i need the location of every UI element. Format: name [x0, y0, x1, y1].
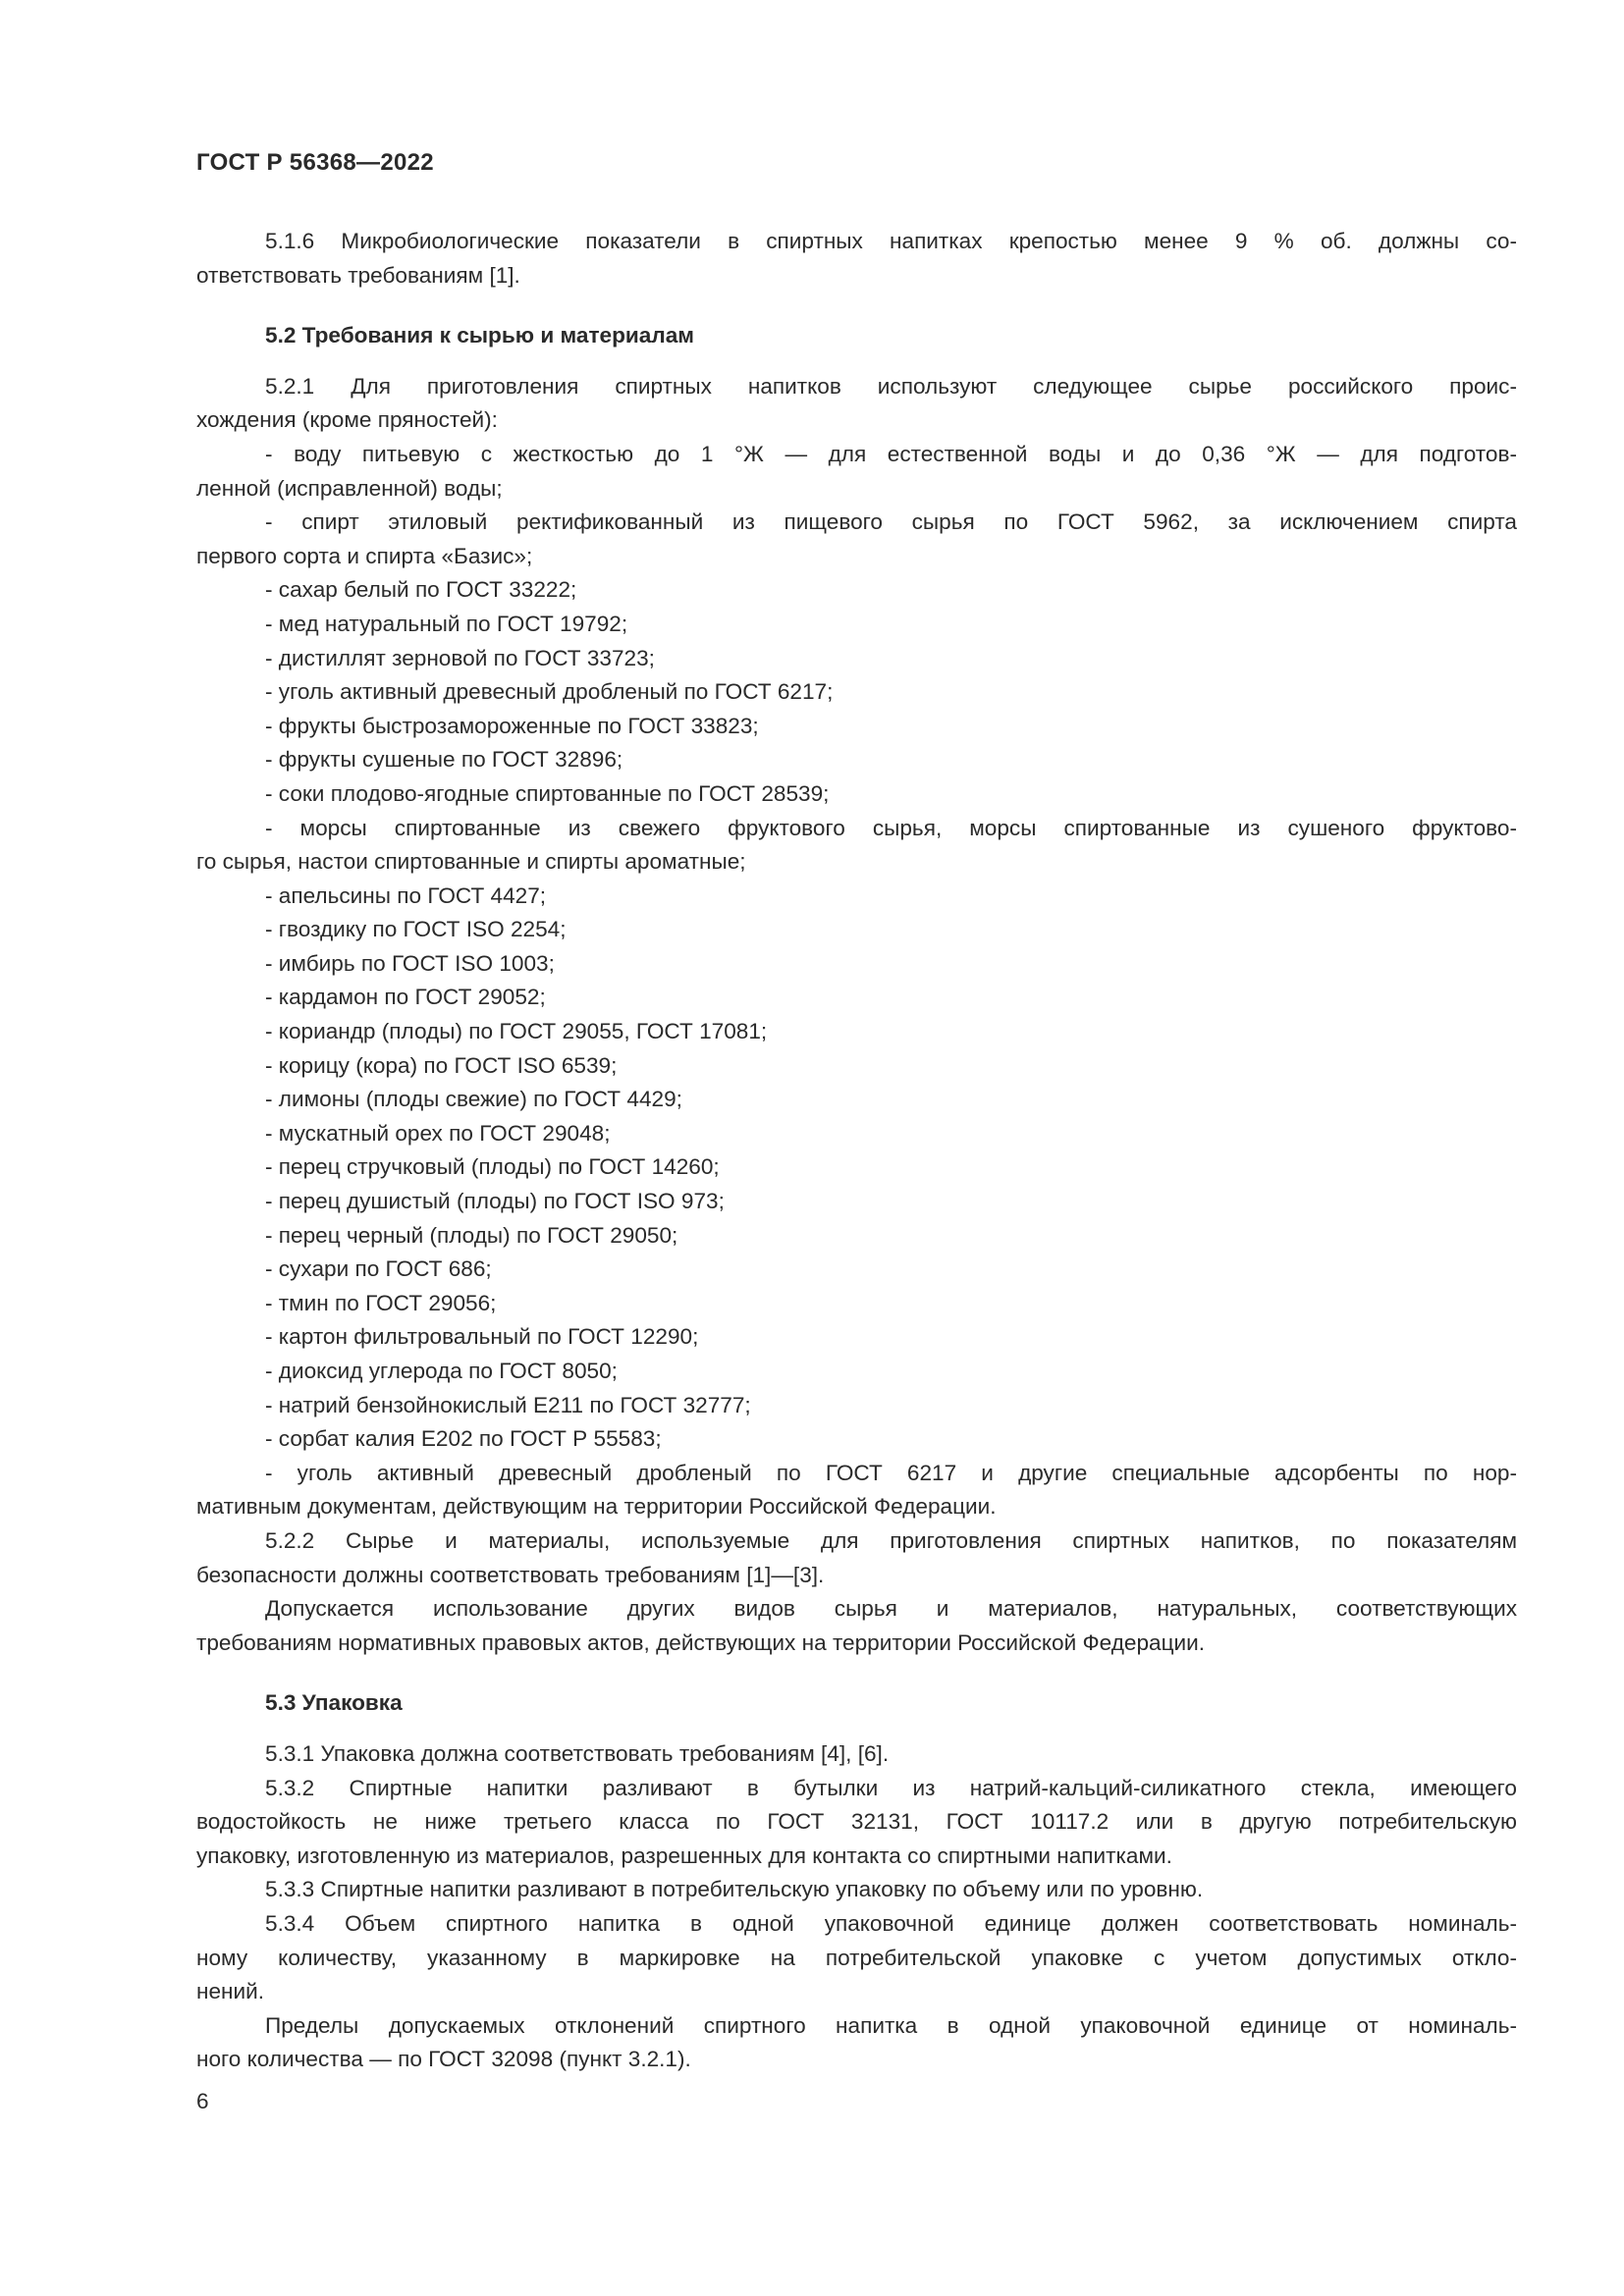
text-line: - корицу (кора) по ГОСТ ISO 6539;: [265, 1052, 618, 1078]
paragraph: [196, 1287, 1517, 1321]
paragraph: [196, 573, 1517, 608]
paragraph: [196, 743, 1517, 777]
paragraph: [196, 710, 1517, 744]
text-line: безопасности должны соответствовать требованиям [1]—[3].: [196, 1562, 825, 1587]
text-line: - сахар белый по ГОСТ 33222;: [265, 577, 577, 603]
text-line: - лимоны (плоды свежие) по ГОСТ 4429;: [265, 1087, 682, 1112]
paragraph: [196, 1150, 1517, 1185]
text-line: - спирт этиловый ректификованный из пищевого сырья по ГОСТ 5962, за исключением спирта: [265, 509, 1517, 535]
paragraph: [196, 1117, 1517, 1151]
paragraph: [196, 1219, 1517, 1254]
text-line: требованиям нормативных правовых актов, действующих на территории Российской Федерации.: [196, 1629, 1206, 1655]
paragraph: [196, 1185, 1517, 1219]
text-line: ленной (исправленной) воды;: [196, 475, 503, 501]
section-heading: [196, 319, 1517, 353]
text-line: ному количеству, указанному в маркировке на потребительской упаковке с учетом допустимых откло-: [196, 1945, 1517, 1970]
text-line: го сырья, настои спиртованные и спирты ароматные;: [196, 849, 746, 875]
document-body: [196, 225, 1517, 2118]
section-heading: [196, 1686, 1517, 1721]
text-line: 5.3.1 Упаковка должна соответствовать требованиям [4], [6].: [265, 1740, 890, 1766]
paragraph: [196, 2009, 1517, 2077]
paragraph: [196, 913, 1517, 947]
text-line: Пределы допускаемых отклонений спиртного напитка в одной упаковочной единице от номиналь-: [265, 2012, 1517, 2038]
text-line: - перец стручковый (плоды) по ГОСТ 14260;: [265, 1154, 720, 1180]
paragraph: [196, 1253, 1517, 1287]
text-line: - натрий бензойнокислый Е211 по ГОСТ 32777;: [265, 1392, 751, 1417]
text-line: - тмин по ГОСТ 29056;: [265, 1290, 497, 1315]
paragraph: [196, 1907, 1517, 2009]
paragraph: [196, 1389, 1517, 1423]
text-line: ного количества — по ГОСТ 32098 (пункт 3.2.1).: [196, 2047, 691, 2072]
text-line: хождения (кроме пряностей):: [196, 407, 498, 433]
text-line: - диоксид углерода по ГОСТ 8050;: [265, 1359, 618, 1383]
text-line: водостойкость не ниже третьего класса по ГОСТ 32131, ГОСТ 10117.2 или в другую потребительскую: [196, 1809, 1517, 1835]
paragraph: [196, 777, 1517, 812]
text-line: первого сорта и спирта «Базис»;: [196, 543, 533, 568]
text-line: - фрукты быстрозамороженные по ГОСТ 33823;: [265, 713, 759, 738]
paragraph: [196, 1083, 1517, 1117]
text-line: - перец душистый (плоды) по ГОСТ ISO 973;: [265, 1189, 725, 1214]
document-header: ГОСТ Р 56368—2022: [196, 149, 434, 176]
paragraph: [196, 947, 1517, 982]
text-line: - уголь активный древесный дробленый по ГОСТ 6217 и другие специальные адсорбенты по нор-: [265, 1460, 1517, 1485]
text-line: Допускается использование других видов сырья и материалов, натуральных, соответствующих: [265, 1596, 1517, 1622]
paragraph: [196, 880, 1517, 914]
text-line: - гвоздику по ГОСТ ISO 2254;: [265, 917, 567, 942]
paragraph: [196, 642, 1517, 676]
paragraph: [196, 1320, 1517, 1355]
text-line: - мускатный орех по ГОСТ 29048;: [265, 1120, 611, 1146]
paragraph: [196, 812, 1517, 880]
text-line: 5.3.2 Спиртные напитки разливают в бутылки из натрий-кальций-силикатного стекла, имеющего: [265, 1775, 1517, 1800]
text-line: - кориандр (плоды) по ГОСТ 29055, ГОСТ 17081;: [265, 1019, 768, 1044]
paragraph: [196, 225, 1517, 293]
text-line: - воду питьевую с жесткостью до 1 °Ж — для естественной воды и до 0,36 °Ж — для подготов-: [265, 441, 1517, 466]
paragraph: [196, 608, 1517, 642]
paragraph: [196, 1592, 1517, 1660]
text-line: - уголь активный древесный дробленый по ГОСТ 6217;: [265, 679, 834, 705]
page-number: 6: [196, 2088, 209, 2113]
paragraph: [196, 1422, 1517, 1457]
text-line: - морсы спиртованные из свежего фруктового сырья, морсы спиртованные из сушеного фруктово-: [265, 815, 1517, 840]
text-line: 5.1.6 Микробиологические показатели в спиртных напитках крепостью менее 9 % об. должны со-: [265, 229, 1517, 253]
paragraph: [196, 981, 1517, 1015]
text-line: - картон фильтровальный по ГОСТ 12290;: [265, 1324, 699, 1350]
text-line: - дистиллят зерновой по ГОСТ 33723;: [265, 645, 655, 670]
text-line: 5.3.3 Спиртные напитки разливают в потребительскую упаковку по объему или по уровню.: [265, 1877, 1204, 1902]
paragraph: [196, 1524, 1517, 1592]
text-line: - перец черный (плоды) по ГОСТ 29050;: [265, 1222, 678, 1248]
paragraph: [196, 370, 1517, 438]
text-line: нений.: [196, 1979, 265, 2004]
text-line: 5.2.2 Сырье и материалы, используемые для приготовления спиртных напитков, по показателям: [265, 1527, 1517, 1553]
text-line: ответствовать требованиям [1].: [196, 262, 520, 288]
paragraph: [196, 675, 1517, 710]
paragraph: [196, 1355, 1517, 1389]
paragraph: [196, 1015, 1517, 1049]
paragraph: [196, 1457, 1517, 1524]
paragraph: [196, 1772, 1517, 1874]
text-line: - фрукты сушеные по ГОСТ 32896;: [265, 747, 623, 773]
text-line: 5.3.4 Объем спиртного напитка в одной упаковочной единице должен соответствовать номиналь-: [265, 1910, 1517, 1936]
paragraph: [196, 1049, 1517, 1084]
text-line: - соки плодово-ягодные спиртованные по ГОСТ 28539;: [265, 780, 830, 806]
paragraph: [196, 506, 1517, 573]
text-line: - мед натуральный по ГОСТ 19792;: [265, 611, 628, 636]
text-line: - сорбат калия Е202 по ГОСТ Р 55583;: [265, 1426, 662, 1452]
paragraph: [196, 1873, 1517, 1907]
paragraph: [196, 1737, 1517, 1772]
text-line: 5.2 Требования к сырью и материалам: [265, 323, 694, 348]
paragraph: [196, 438, 1517, 506]
text-line: - апельсины по ГОСТ 4427;: [265, 882, 547, 908]
text-line: - кардамон по ГОСТ 29052;: [265, 985, 546, 1010]
text-line: - сухари по ГОСТ 686;: [265, 1256, 492, 1282]
text-line: упаковку, изготовленную из материалов, разрешенных для контакта со спиртными напитками.: [196, 1842, 1172, 1868]
text-line: 5.2.1 Для приготовления спиртных напитков используют следующее сырье российского проис-: [265, 373, 1517, 399]
text-line: - имбирь по ГОСТ ISO 1003;: [265, 950, 555, 976]
text-line: 5.3 Упаковка: [265, 1690, 403, 1716]
text-line: мативным документам, действующим на территории Российской Федерации.: [196, 1494, 997, 1520]
